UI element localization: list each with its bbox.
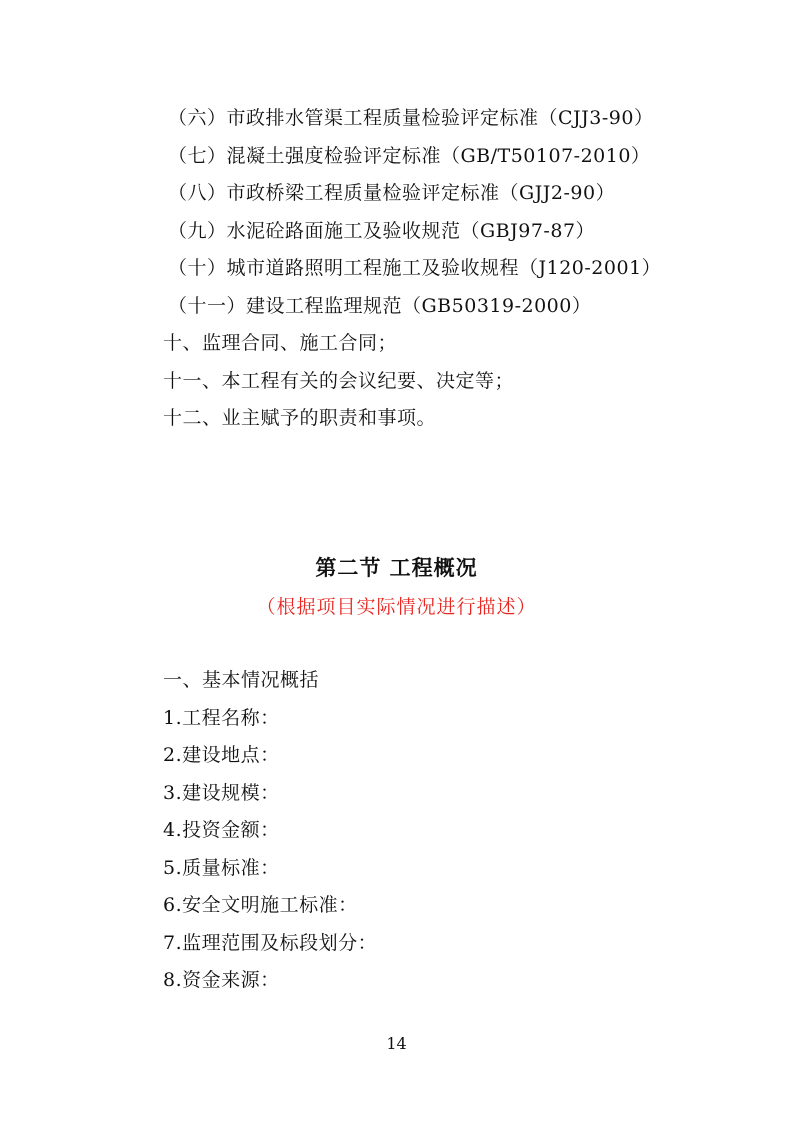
overview-item: 3.建设规模： <box>163 782 280 804</box>
standard-item: （九）水泥砼路面施工及验收规范（GBJ97-87） <box>168 220 596 242</box>
overview-item: 6.安全文明施工标准： <box>163 894 358 916</box>
basis-item: 十一、本工程有关的会议纪要、决定等； <box>163 370 515 392</box>
standard-item: （十一）建设工程监理规范（GB50319-2000） <box>168 295 592 317</box>
overview-item: 5.质量标准： <box>163 857 280 879</box>
overview-item: 8.资金来源： <box>163 969 280 991</box>
overview-item: 2.建设地点： <box>163 744 280 766</box>
standard-item: （七）混凝土强度检验评定标准（GB/T50107-2010） <box>168 145 651 167</box>
standard-item: （六）市政排水管渠工程质量检验评定标准（CJJ3-90） <box>168 107 654 129</box>
page-number: 14 <box>386 1034 407 1053</box>
section-title: 第二节 工程概况 <box>315 556 478 580</box>
basis-item: 十二、业主赋予的职责和事项。 <box>163 407 437 429</box>
overview-item: 4.投资金额： <box>163 819 280 841</box>
overview-item: 7.监理范围及标段划分： <box>163 932 378 954</box>
standard-item: （十）城市道路照明工程施工及验收规程（J120-2001） <box>168 257 662 279</box>
standard-item: （八）市政桥梁工程质量检验评定标准（GJJ2-90） <box>168 182 616 204</box>
overview-item: 1.工程名称： <box>163 707 280 729</box>
basis-item: 十、监理合同、施工合同； <box>163 332 398 354</box>
section-note: （根据项目实际情况进行描述） <box>256 596 537 618</box>
overview-heading: 一、基本情况概括 <box>163 669 320 691</box>
